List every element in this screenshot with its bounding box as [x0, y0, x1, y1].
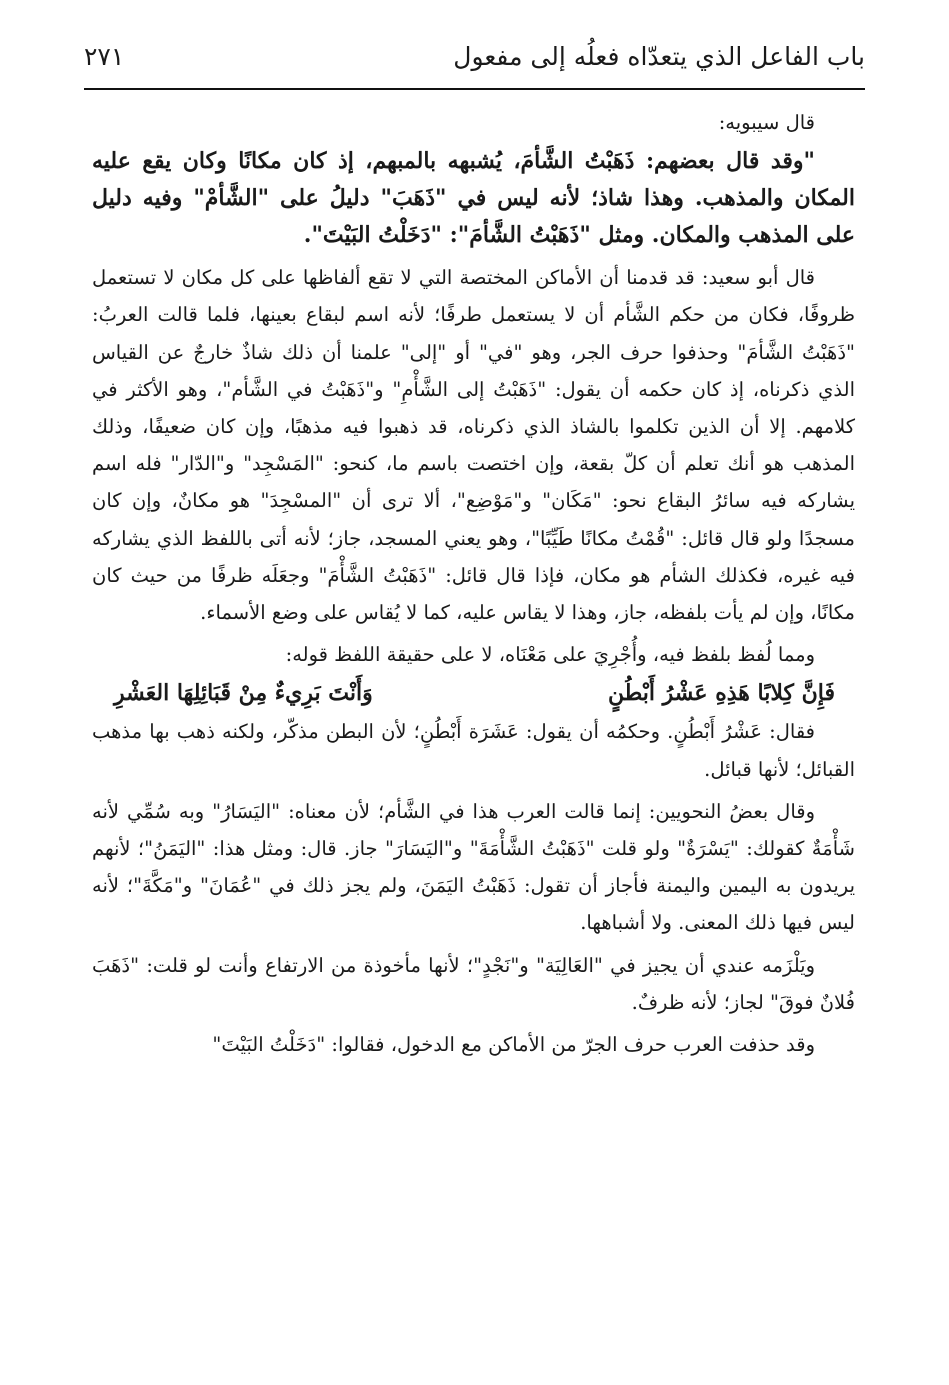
paragraph-grammarians: وقال بعضُ النحويين: إنما قالت العرب هذا في الشَّأم؛ لأن معناه: "اليَسَارُ" وبه سُمِّي لأنه شَأْمَةٌ كقولك: "يَسْرَةٌ" ولو قلت "ذَهَبْتُ الشَّأْمَةَ" و"اليَسَارَ" جاز. قال: ومثل هذا: "اليَمَنُ"؛ لأنهم يريدون به اليمين واليمنة فأجاز أن تقول: ذَهَبْتُ اليَمَنَ، ولم يجز ذلك في "عُمَانَ" و"مَكَّةَ"؛ لأنه ليس فيها ذلك المعنى. ولا أشباهها.: [92, 799, 855, 935]
page-body: [92, 104, 855, 1063]
paragraph-abu-said: قال أبو سعيد: قد قدمنا أن الأماكن المختصة التي لا تقع ألفاظها على كل مكان لا تستعمل ظروفًا، فكان من حكم الشَّأم أن لا يستعمل طرفًا؛ لأنه اسم لبقاع بعينها، فلما قالت العربُ: "ذَهَبْتُ الشَّأمَ" وحذفوا حرف الجر، وهو "في" أو "إلى" علمنا أن ذلك شاذٌ خارجٌ عن القياس الذي ذكرناه، إذ كان حكمه أن يقول: "ذَهَبْتُ إلى الشَّأْمِ" و"ذَهَبْتُ في الشَّأم"، وهو الأكثر في كلامهم. إلا أن الذين تكلموا بالشاذ الذي ذكرناه، قد ذهبوا فيه مذهبًا، وإن كان ضعيفًا، وذلك المذهب هو أنك تعلم أن كلّ بقعة، وإن اختصت باسم ما، كنحو: "المَسْجِد" و"الدّار" فله اسم يشاركه فيه سائرُ البقاع نحو: "مَكَان" و"مَوْضِع"، ألا ترى أن "المسْجِدَ" هو مكانٌ، وإن كان مسجدًا ولو قال قائل: "قُمْتُ مكانًا طَيِّبًا"، وهو يعني المسجد، جاز؛ لأنه أتى باللفظ الذي يشاركه فيه غيره، فكذلك الشأم هو مكان، فإذا قال قائل: "ذَهَبْتُ الشَّأْمَ" وجعَلَه ظرفًا من حيث كان مكانًا، وإن لم يأت بلفظه، جاز، وهذا لا يقاس عليه، كما لا يُقاس على وضع الأسماء.: [92, 266, 855, 625]
paragraph-aliya-najd: ويَلْزَمه عندي أن يجيز في "العَالِيَة" و"نَجْدٍ"؛ لأنها مأخوذة من الارتفاع وأنت لو قلت: "ذَهَبَ فُلانٌ فوقَ" لجاز؛ لأنه ظرفٌ.: [92, 953, 855, 1014]
verse-second-hemistich: وَأَنْتَ بَرِيءٌ مِنْ قَبَائِلِهَا العَشْرِ: [114, 680, 373, 707]
header-rule: [84, 88, 865, 90]
verse-first-hemistich: فَإِنَّ كِلابًا هَذِهِ عَشْرُ أَبْطُنٍ: [607, 680, 835, 707]
paragraph-verse-intro: ومما لُفظ بلفظ فيه، وأُجْرِيَ على مَعْنَاه، لا على حقيقة اللفظ قوله:: [285, 643, 815, 667]
paragraph-verse-comment: فقال: عَشْرُ أَبْطُنٍ. وحكمُه أن يقول: عَشَرَة أَبْطُنٍ؛ لأن البطن مذكّر، ولكنه ذهب بها مذهب القبائل؛ لأنها قبائل.: [92, 720, 855, 781]
page-number: ٢٧١: [84, 42, 125, 71]
paragraph-sibawayh-quote: "وقد قال بعضهم: ذَهَبْتُ الشَّأمَ، يُشبهه بالمبهم، إذ كان مكانًا وكان يقع عليه المكان والمذهب. وهذا شاذ؛ لأنه ليس في "ذَهَبَ" دليلُ على "الشَّأمْ" وفيه دليل على المذهب والمكان. ومثل "ذَهَبْتُ الشَّأمَ": "دَخَلْتُ البَيْتَ".: [92, 148, 855, 249]
running-title: باب الفاعل الذي يتعدّاه فعلُه إلى مفعول: [453, 42, 865, 71]
paragraph-entering: وقد حذفت العرب حرف الجرّ من الأماكن مع الدخول، فقالوا: "دَخَلْتُ البَيْتَ": [212, 1033, 815, 1057]
paragraph-sibawayh-intro: قال سيبويه:: [718, 111, 815, 134]
page-header: [84, 36, 865, 88]
poetry-verse: [92, 673, 855, 713]
